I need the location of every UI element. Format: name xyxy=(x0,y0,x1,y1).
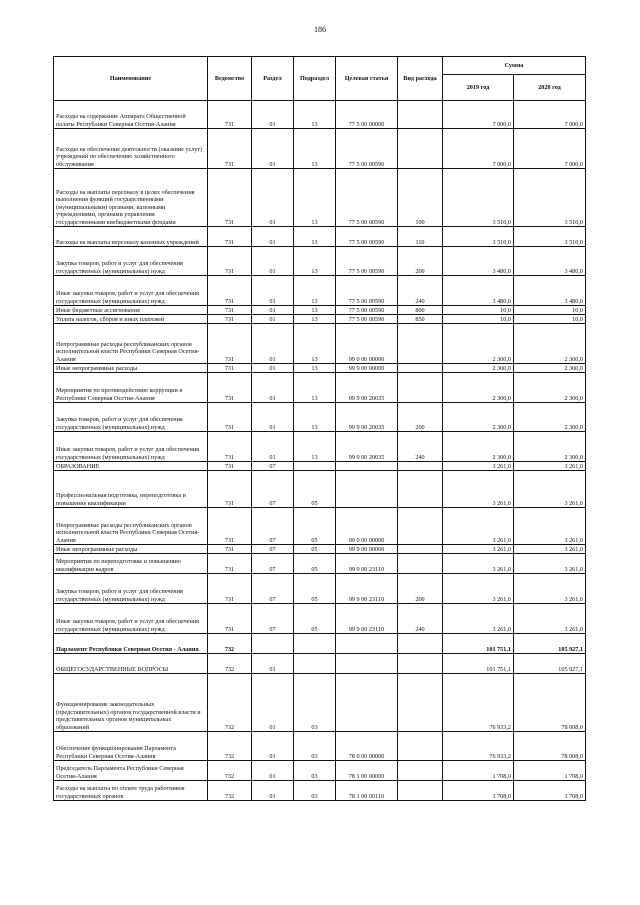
row-subsection: 13 xyxy=(294,101,336,129)
row-name: Непрограммные расходы республиканских органов исполнительной власти Республики Северная Осетия-Алания xyxy=(54,508,208,545)
row-sum-2019: 1 708,0 xyxy=(443,781,514,801)
row-sum-2019: 3 261,0 xyxy=(443,508,514,545)
row-name: Уплата налогов, сборов и иных платежей xyxy=(54,315,208,324)
row-section: 01 xyxy=(252,101,294,129)
row-subsection: 05 xyxy=(294,508,336,545)
row-dept: 732 xyxy=(208,761,252,781)
row-subsection: 03 xyxy=(294,732,336,761)
row-name: ОБЩЕГОСУДАРСТВЕННЫЕ ВОПРОСЫ xyxy=(54,654,208,674)
table-row xyxy=(54,462,586,471)
row-subsection: 13 xyxy=(294,129,336,169)
row-target: 99 0 00 00000 xyxy=(336,324,398,364)
row-target: 99 0 00 00000 xyxy=(336,508,398,545)
col-header-section: Раздел xyxy=(252,57,294,101)
row-subsection: 05 xyxy=(294,554,336,574)
row-name: Расходы на обеспечение деятельности (оказание услуг) учреждений по обеспечению хозяйственного обслуживания xyxy=(54,129,208,169)
row-exp-type xyxy=(398,508,443,545)
col-header-exp-type: Вид расхода xyxy=(398,57,443,101)
row-dept: 731 xyxy=(208,364,252,373)
row-name: Расходы на выплаты по оплате труда работников государственных органов xyxy=(54,781,208,801)
row-sum-2020: 3 261,0 xyxy=(514,545,586,554)
row-target: 77 5 00 00000 xyxy=(336,101,398,129)
table-row xyxy=(54,761,586,781)
row-section: 07 xyxy=(252,604,294,634)
row-name: Иные бюджетные ассигнования xyxy=(54,306,208,315)
col-header-2020: 2020 год xyxy=(514,75,586,101)
row-sum-2020: 3 261,0 xyxy=(514,462,586,471)
table-row xyxy=(54,604,586,634)
table-row xyxy=(54,101,586,129)
row-exp-type xyxy=(398,129,443,169)
row-section: 01 xyxy=(252,276,294,306)
row-subsection: 03 xyxy=(294,781,336,801)
row-name: Иные непрограммные расходы xyxy=(54,364,208,373)
table-row xyxy=(54,315,586,324)
row-dept: 732 xyxy=(208,781,252,801)
row-sum-2020: 3 510,0 xyxy=(514,227,586,247)
row-exp-type xyxy=(398,781,443,801)
row-sum-2020: 2 300,0 xyxy=(514,364,586,373)
row-section: 07 xyxy=(252,471,294,508)
row-dept: 731 xyxy=(208,247,252,276)
row-sum-2019: 3 480,0 xyxy=(443,247,514,276)
col-header-2019: 2019 год xyxy=(443,75,514,101)
row-subsection xyxy=(294,654,336,674)
row-exp-type xyxy=(398,761,443,781)
table-row xyxy=(54,373,586,403)
row-exp-type: 110 xyxy=(398,227,443,247)
row-sum-2020: 2 300,0 xyxy=(514,432,586,462)
row-dept: 731 xyxy=(208,276,252,306)
row-exp-type: 240 xyxy=(398,432,443,462)
row-subsection: 13 xyxy=(294,315,336,324)
row-sum-2019: 2 300,0 xyxy=(443,373,514,403)
row-name: Обеспечение функционирования Парламента Республики Северная Осетия-Алания xyxy=(54,732,208,761)
row-section: 01 xyxy=(252,432,294,462)
row-name: Председатель Парламента Республики Северная Осетия-Алания xyxy=(54,761,208,781)
row-target: 77 5 00 00590 xyxy=(336,276,398,306)
row-name: Закупка товаров, работ и услуг для обеспечения государственных (муниципальных) нужд xyxy=(54,247,208,276)
table-row xyxy=(54,403,586,432)
row-dept: 731 xyxy=(208,101,252,129)
row-sum-2019: 7 000,0 xyxy=(443,129,514,169)
row-sum-2019: 76 933,2 xyxy=(443,732,514,761)
row-dept: 731 xyxy=(208,432,252,462)
row-dept: 731 xyxy=(208,508,252,545)
row-section: 01 xyxy=(252,129,294,169)
row-subsection: 13 xyxy=(294,306,336,315)
row-subsection: 13 xyxy=(294,247,336,276)
row-target xyxy=(336,654,398,674)
row-exp-type xyxy=(398,674,443,732)
row-subsection: 05 xyxy=(294,604,336,634)
row-name: Расходы на выплаты персоналу казенных учреждений xyxy=(54,227,208,247)
table-row xyxy=(54,574,586,604)
row-dept: 731 xyxy=(208,324,252,364)
row-section: 01 xyxy=(252,403,294,432)
row-name: Расходы на выплаты персоналу в целях обеспечения выполнения функций государственными (муниципальными) органами, казенными учреждениями, органами управления государственными внебюджетными фондами xyxy=(54,169,208,227)
table-row xyxy=(54,129,586,169)
row-dept: 731 xyxy=(208,373,252,403)
table-row xyxy=(54,432,586,462)
table-row xyxy=(54,276,586,306)
row-target: 77 5 00 00590 xyxy=(336,129,398,169)
row-dept: 732 xyxy=(208,654,252,674)
budget-table xyxy=(53,56,586,801)
row-subsection: 05 xyxy=(294,471,336,508)
row-dept: 731 xyxy=(208,554,252,574)
row-sum-2019: 2 300,0 xyxy=(443,324,514,364)
row-sum-2020: 2 300,0 xyxy=(514,403,586,432)
row-name: Закупка товаров, работ и услуг для обеспечения государственных (муниципальных) нужд xyxy=(54,403,208,432)
row-sum-2019: 3 510,0 xyxy=(443,227,514,247)
table-row xyxy=(54,781,586,801)
row-sum-2019: 3 261,0 xyxy=(443,471,514,508)
row-sum-2020: 3 261,0 xyxy=(514,604,586,634)
row-subsection xyxy=(294,462,336,471)
row-sum-2020: 3 510,0 xyxy=(514,169,586,227)
table-row xyxy=(54,674,586,732)
col-header-sum: Сумма xyxy=(443,57,586,75)
col-header-target: Целевая статья xyxy=(336,57,398,101)
row-subsection: 03 xyxy=(294,674,336,732)
row-target xyxy=(336,674,398,732)
row-target: 77 5 00 00590 xyxy=(336,169,398,227)
row-sum-2019: 3 261,0 xyxy=(443,574,514,604)
table-row xyxy=(54,227,586,247)
row-exp-type xyxy=(398,554,443,574)
row-target: 77 5 00 00590 xyxy=(336,247,398,276)
row-section: 01 xyxy=(252,781,294,801)
row-sum-2020: 1 708,0 xyxy=(514,781,586,801)
col-header-dept: Ведомство xyxy=(208,57,252,101)
row-target: 77 5 00 00590 xyxy=(336,227,398,247)
row-subsection: 13 xyxy=(294,432,336,462)
row-subsection: 13 xyxy=(294,276,336,306)
row-exp-type xyxy=(398,324,443,364)
table-row xyxy=(54,634,586,654)
row-sum-2019: 10,0 xyxy=(443,306,514,315)
row-sum-2020: 78 008,0 xyxy=(514,732,586,761)
row-section: 07 xyxy=(252,462,294,471)
row-dept: 731 xyxy=(208,169,252,227)
row-sum-2019: 3 261,0 xyxy=(443,554,514,574)
row-sum-2020: 3 480,0 xyxy=(514,247,586,276)
row-name: Иные закупки товаров, работ и услуг для обеспечения государственных (муниципальных) нужд xyxy=(54,604,208,634)
table-row xyxy=(54,364,586,373)
row-name: Функционирование законодательных (представительных) органов государственной власти и представительных органов муниципальных образований xyxy=(54,674,208,732)
row-section: 01 xyxy=(252,247,294,276)
row-section: 01 xyxy=(252,324,294,364)
row-sum-2020: 3 480,0 xyxy=(514,276,586,306)
row-exp-type xyxy=(398,732,443,761)
row-section: 07 xyxy=(252,554,294,574)
row-name: Закупка товаров, работ и услуг для обеспечения государственных (муниципальных) нужд xyxy=(54,574,208,604)
row-target: 99 9 00 23110 xyxy=(336,554,398,574)
row-sum-2020: 3 261,0 xyxy=(514,471,586,508)
row-target: 99 9 00 20035 xyxy=(336,432,398,462)
table-row xyxy=(54,508,586,545)
row-section: 07 xyxy=(252,545,294,554)
row-section: 01 xyxy=(252,761,294,781)
row-section: 01 xyxy=(252,654,294,674)
row-subsection xyxy=(294,634,336,654)
row-section: 01 xyxy=(252,674,294,732)
row-dept: 731 xyxy=(208,129,252,169)
row-sum-2020: 3 261,0 xyxy=(514,554,586,574)
row-section: 01 xyxy=(252,227,294,247)
row-section: 07 xyxy=(252,508,294,545)
row-sum-2020: 10,0 xyxy=(514,306,586,315)
row-section: 01 xyxy=(252,732,294,761)
col-header-subsection: Подраздел xyxy=(294,57,336,101)
row-sum-2019: 1 708,0 xyxy=(443,761,514,781)
table-row xyxy=(54,247,586,276)
row-sum-2019: 3 510,0 xyxy=(443,169,514,227)
row-sum-2019: 101 751,1 xyxy=(443,634,514,654)
row-target: 99 9 00 23110 xyxy=(336,574,398,604)
row-sum-2019: 76 933,2 xyxy=(443,674,514,732)
row-sum-2020: 105 927,1 xyxy=(514,634,586,654)
row-sum-2020: 7 000,0 xyxy=(514,101,586,129)
row-subsection: 05 xyxy=(294,545,336,554)
row-name: Иные непрограммные расходы xyxy=(54,545,208,554)
row-subsection: 13 xyxy=(294,364,336,373)
row-name: Парламент Республики Северная Осетия - Алания xyxy=(54,634,208,654)
row-exp-type: 200 xyxy=(398,247,443,276)
row-dept: 731 xyxy=(208,306,252,315)
row-sum-2020: 78 008,0 xyxy=(514,674,586,732)
row-target: 77 5 00 00590 xyxy=(336,315,398,324)
row-target: 99 9 00 23110 xyxy=(336,604,398,634)
row-exp-type: 100 xyxy=(398,169,443,227)
row-exp-type xyxy=(398,373,443,403)
row-sum-2019: 3 261,0 xyxy=(443,462,514,471)
row-subsection: 13 xyxy=(294,373,336,403)
row-section: 07 xyxy=(252,574,294,604)
row-subsection: 13 xyxy=(294,169,336,227)
row-sum-2019: 2 300,0 xyxy=(443,432,514,462)
row-name: Профессиональная подготовка, переподготовка и повышение квалификации xyxy=(54,471,208,508)
row-sum-2019: 3 480,0 xyxy=(443,276,514,306)
row-sum-2019: 101 751,1 xyxy=(443,654,514,674)
row-name: ОБРАЗОВАНИЕ xyxy=(54,462,208,471)
row-dept: 732 xyxy=(208,732,252,761)
row-dept: 731 xyxy=(208,545,252,554)
row-target: 99 9 00 20035 xyxy=(336,373,398,403)
row-section xyxy=(252,634,294,654)
row-subsection: 13 xyxy=(294,324,336,364)
row-name: Иные закупки товаров, работ и услуг для обеспечения государственных (муниципальных) нужд xyxy=(54,432,208,462)
row-sum-2020: 10,0 xyxy=(514,315,586,324)
table-row xyxy=(54,732,586,761)
row-sum-2020: 3 261,0 xyxy=(514,574,586,604)
row-sum-2020: 2 300,0 xyxy=(514,324,586,364)
row-subsection: 13 xyxy=(294,227,336,247)
row-section: 01 xyxy=(252,315,294,324)
row-exp-type xyxy=(398,654,443,674)
row-exp-type xyxy=(398,101,443,129)
row-dept: 731 xyxy=(208,471,252,508)
row-exp-type: 240 xyxy=(398,276,443,306)
table-row xyxy=(54,306,586,315)
row-exp-type xyxy=(398,364,443,373)
row-section: 01 xyxy=(252,364,294,373)
row-target: 78 1 00 00000 xyxy=(336,761,398,781)
row-sum-2019: 3 261,0 xyxy=(443,604,514,634)
row-sum-2020: 3 261,0 xyxy=(514,508,586,545)
row-exp-type xyxy=(398,462,443,471)
row-dept: 731 xyxy=(208,315,252,324)
row-dept: 732 xyxy=(208,674,252,732)
table-row xyxy=(54,324,586,364)
row-sum-2020: 105 927,1 xyxy=(514,654,586,674)
row-name: Иные закупки товаров, работ и услуг для обеспечения государственных (муниципальных) нужд xyxy=(54,276,208,306)
row-dept: 731 xyxy=(208,574,252,604)
row-target: 78 0 00 00000 xyxy=(336,732,398,761)
col-header-name: Наименование xyxy=(54,57,208,101)
row-dept: 731 xyxy=(208,462,252,471)
row-exp-type xyxy=(398,545,443,554)
row-target xyxy=(336,634,398,654)
row-section: 01 xyxy=(252,169,294,227)
table-row xyxy=(54,169,586,227)
row-sum-2020: 1 708,0 xyxy=(514,761,586,781)
row-exp-type: 200 xyxy=(398,403,443,432)
row-exp-type xyxy=(398,471,443,508)
row-target: 78 1 00 00110 xyxy=(336,781,398,801)
page-number: 186 xyxy=(314,25,326,34)
row-sum-2019: 7 000,0 xyxy=(443,101,514,129)
row-subsection: 05 xyxy=(294,574,336,604)
row-sum-2019: 2 300,0 xyxy=(443,364,514,373)
row-subsection: 03 xyxy=(294,761,336,781)
row-name: Непрограммные расходы республиканских органов исполнительной власти Республики Северная Осетия-Алания xyxy=(54,324,208,364)
row-target xyxy=(336,471,398,508)
row-dept: 731 xyxy=(208,604,252,634)
row-exp-type: 200 xyxy=(398,574,443,604)
row-target: 99 9 00 00000 xyxy=(336,545,398,554)
row-name: Мероприятия по противодействию коррупции в Республике Северная Осетия-Алания xyxy=(54,373,208,403)
row-exp-type xyxy=(398,634,443,654)
row-subsection: 13 xyxy=(294,403,336,432)
table-row xyxy=(54,554,586,574)
row-dept: 731 xyxy=(208,227,252,247)
row-sum-2019: 3 261,0 xyxy=(443,545,514,554)
row-section: 01 xyxy=(252,373,294,403)
row-dept: 731 xyxy=(208,403,252,432)
table-row xyxy=(54,471,586,508)
row-target: 99 9 00 20035 xyxy=(336,403,398,432)
row-target: 99 9 00 00000 xyxy=(336,364,398,373)
row-exp-type: 240 xyxy=(398,604,443,634)
row-sum-2019: 2 300,0 xyxy=(443,403,514,432)
row-sum-2020: 2 300,0 xyxy=(514,373,586,403)
row-section: 01 xyxy=(252,306,294,315)
row-exp-type: 800 xyxy=(398,306,443,315)
row-name: Мероприятия по переподготовке и повышению квалификации кадров xyxy=(54,554,208,574)
row-dept: 732 xyxy=(208,634,252,654)
table-row xyxy=(54,654,586,674)
row-target: 77 5 00 00590 xyxy=(336,306,398,315)
row-name: Расходы на содержание Аппарата Общественной палаты Республики Северная Осетия-Алания xyxy=(54,101,208,129)
row-sum-2020: 7 000,0 xyxy=(514,129,586,169)
row-target xyxy=(336,462,398,471)
row-sum-2019: 10,0 xyxy=(443,315,514,324)
row-exp-type: 850 xyxy=(398,315,443,324)
table-row xyxy=(54,545,586,554)
